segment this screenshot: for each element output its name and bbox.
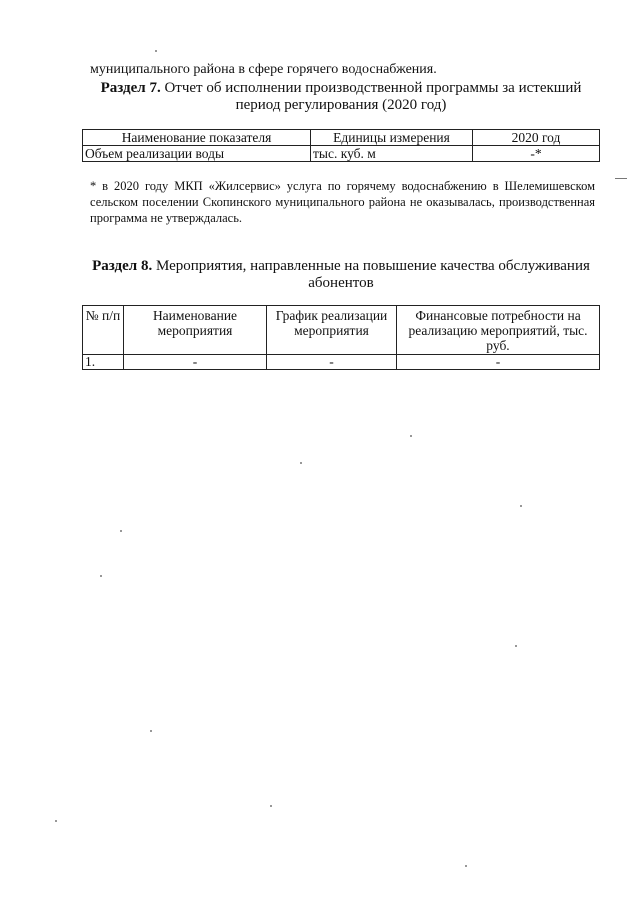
table-header-row [83, 306, 600, 355]
scan-speck [120, 530, 122, 532]
section8-label: Раздел 8. [92, 258, 153, 274]
scan-speck [410, 435, 412, 437]
table-cell: - [397, 355, 600, 370]
column-header: График реализации мероприятия [267, 306, 397, 355]
scan-speck [300, 462, 302, 464]
column-header: Наименование показателя [83, 130, 311, 146]
section8-title-line2: абонентов [308, 275, 374, 291]
scan-speck [100, 575, 102, 577]
table-row [83, 146, 600, 162]
intro-line: муниципального района в сфере горячего водоснабжения. [90, 62, 437, 77]
scan-speck [465, 865, 467, 867]
table-header-row [83, 130, 600, 146]
table-cell: 1. [83, 355, 124, 370]
column-header: Единицы измерения [311, 130, 473, 146]
column-header: Наименование мероприятия [124, 306, 267, 355]
column-header: 2020 год [473, 130, 600, 146]
table-cell: - [267, 355, 397, 370]
section8-title-line1: Мероприятия, направленные на повышение качества обслуживания [155, 258, 590, 274]
scan-speck [55, 820, 57, 822]
table-cell: - [124, 355, 267, 370]
section8-heading [82, 258, 600, 292]
section8-table [82, 305, 600, 370]
column-header: Финансовые потребности на реализацию мероприятий, тыс. руб. [397, 306, 600, 355]
section7-title-line1: Отчет об исполнении производственной программы за истекший [164, 80, 582, 96]
table-cell: тыс. куб. м [311, 146, 473, 162]
section7-footnote: * в 2020 году МКП «Жилсервис» услуга по горячему водоснабжению в Шелемишевском сельском поселении Скопинского муниципального района не оказывалась, производственная программа не утверждалась. [90, 179, 595, 225]
scan-speck [615, 178, 627, 179]
scan-speck [515, 645, 517, 647]
section7-heading [82, 80, 600, 114]
scan-speck [150, 730, 152, 732]
section7-label: Раздел 7. [100, 80, 161, 96]
section7-title-line2: период регулирования (2020 год) [235, 97, 447, 113]
scan-speck [520, 505, 522, 507]
scan-speck [270, 805, 272, 807]
scan-speck [155, 50, 157, 52]
table-cell: -* [473, 146, 600, 162]
table-cell: Объем реализации воды [83, 146, 311, 162]
section7-table [82, 129, 600, 162]
column-header: № п/п [83, 306, 124, 355]
table-row [83, 355, 600, 370]
